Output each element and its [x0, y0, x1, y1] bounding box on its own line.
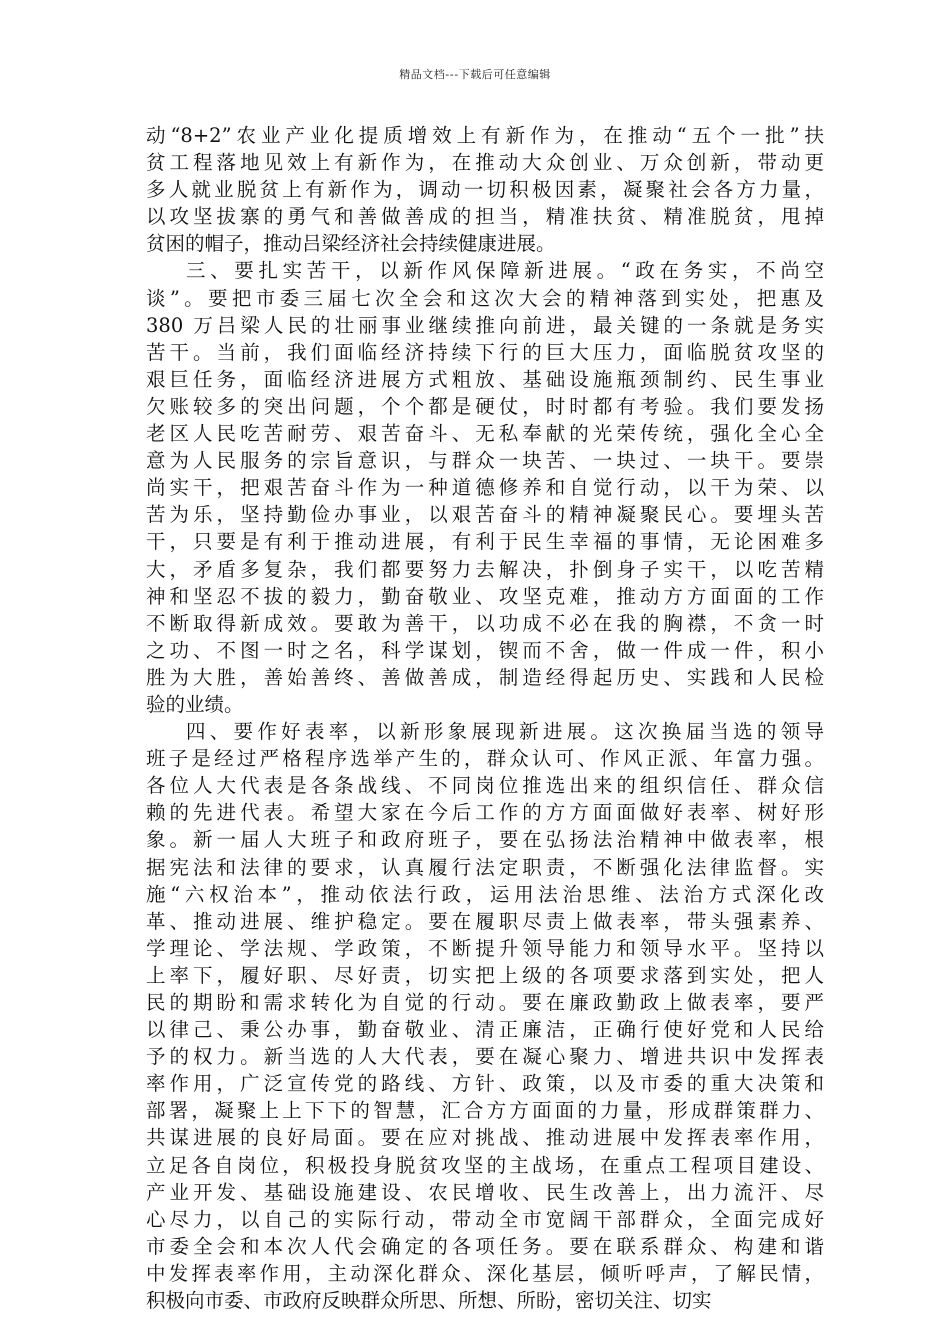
text-line: 验的业绩。 — [146, 692, 244, 716]
text-line: 干，只要是有利于推动进展，有利于民生幸福的事情，无论困难多 — [146, 530, 824, 554]
text-line: 贫工程落地见效上有新作为，在推动大众创业、万众创新，带动更 — [146, 151, 824, 175]
text-line: 380 万吕梁人民的壮丽事业继续推向前进，最关键的一条就是务实 — [146, 313, 824, 337]
text-line: 欠账较多的突出问题，个个都是硬仗，时时都有考验。我们要发扬 — [146, 394, 824, 418]
text-line: 老区人民吃苦耐劳、艰苦奋斗、无私奉献的光荣传统，强化全心全 — [146, 422, 824, 446]
text-line: 之功、不图一时之名，科学谋划，锲而不舍，做一件成一件，积小 — [146, 638, 824, 662]
text-line: 赖的先进代表。希望大家在今后工作的方方面面做好表率、树好形 — [146, 801, 824, 825]
text-line: 予的权力。新当选的人大代表，要在凝心聚力、增进共识中发挥表 — [146, 1045, 824, 1069]
text-line: 动“8+2”农业产业化提质增效上有新作为，在推动“五个一批”扶 — [146, 124, 824, 147]
text-line: 中发挥表率作用，主动深化群众、深化基层，倾听呼声，了解民情， — [146, 1261, 824, 1285]
text-line: 上率下，履好职、尽好责，切实把上级的各项要求落到实处，把人 — [146, 963, 824, 987]
text-line: 四、要作好表率，以新形象展现新进展。这次换届当选的领导 — [186, 720, 824, 744]
document-body — [146, 122, 824, 1314]
text-line: 三、要扎实苦干，以新作风保障新进展。“政在务实，不尚空 — [186, 259, 824, 283]
text-line: 施“六权治本”，推动依法行政，运用法治思维、法治方式深化改 — [146, 882, 824, 906]
text-line: 多人就业脱贫上有新作为，调动一切积极因素，凝聚社会各方力量， — [146, 178, 824, 202]
text-line: 尚实干，把艰苦奋斗作为一种道德修养和自觉行动，以干为荣、以 — [146, 476, 824, 500]
paragraph — [146, 122, 824, 257]
text-line: 部署，凝聚上上下下的智慧，汇合方方面面的力量，形成群策群力、 — [146, 1099, 824, 1123]
text-line: 艰巨任务，面临经济进展方式粗放、基础设施瓶颈制约、民生事业 — [146, 367, 824, 391]
text-line: 苦为乐，坚持勤俭办事业，以艰苦奋斗的精神凝聚民心。要埋头苦 — [146, 503, 824, 527]
text-line: 苦干。当前，我们面临经济持续下行的巨大压力，面临脱贫攻坚的 — [146, 340, 824, 364]
text-line: 不断取得新成效。要敢为善干，以功成不必在我的胸襟，不贪一时 — [146, 611, 824, 635]
text-line: 据宪法和法律的要求，认真履行法定职责，不断强化法律监督。实 — [146, 855, 824, 879]
text-line: 率作用，广泛宣传党的路线、方针、政策，以及市委的重大决策和 — [146, 1072, 824, 1096]
text-line: 以攻坚拔寨的勇气和善做善成的担当，精准扶贫、精准脱贫，甩掉 — [146, 205, 824, 229]
text-line: 积极向市委、市政府反映群众所思、所想、所盼，密切关注、切实 — [146, 1289, 712, 1313]
text-line: 贫困的帽子，推动吕梁经济社会持续健康进展。 — [146, 232, 556, 256]
text-line: 象。新一届人大班子和政府班子，要在弘扬法治精神中做表率，根 — [146, 828, 824, 852]
text-line: 民的期盼和需求转化为自觉的行动。要在廉政勤政上做表率，要严 — [146, 991, 824, 1014]
text-line: 立足各自岗位，积极投身脱贫攻坚的主战场，在重点工程项目建设、 — [146, 1153, 824, 1177]
page-header: 精品文档---下载后可任意编辑 — [399, 68, 551, 81]
text-line: 市委全会和本次人代会确定的各项任务。要在联系群众、构建和谐 — [146, 1234, 824, 1258]
text-line: 谈”。要把市委三届七次全会和这次大会的精神落到实处，把惠及 — [146, 286, 824, 310]
text-line: 学理论、学法规、学政策，不断提升领导能力和领导水平。坚持以 — [146, 936, 824, 960]
paragraph — [146, 257, 824, 718]
text-line: 产业开发、基础设施建设、农民增收、民生改善上，出力流汗、尽 — [146, 1180, 824, 1204]
text-line: 心尽力，以自己的实际行动，带动全市宽阔干部群众，全面完成好 — [146, 1207, 824, 1231]
text-line: 各位人大代表是各条战线、不同岗位推选出来的组织信任、群众信 — [146, 774, 824, 798]
text-line: 神和坚忍不拔的毅力，勤奋敬业、攻坚克难，推动方方面面的工作 — [146, 584, 824, 608]
text-line: 意为人民服务的宗旨意识，与群众一块苦、一块过、一块干。要崇 — [146, 449, 824, 473]
text-line: 大，矛盾多复杂，我们都要努力去解决，扑倒身子实干，以吃苦精 — [146, 557, 824, 581]
text-line: 革、推动进展、维护稳定。要在履职尽责上做表率，带头强素养、 — [146, 909, 824, 933]
text-line: 胜为大胜，善始善终、善做善成，制造经得起历史、实践和人民检 — [146, 665, 824, 689]
text-line: 班子是经过严格程序选举产生的，群众认可、作风正派、年富力强。 — [146, 747, 824, 771]
text-line: 以律己、秉公办事，勤奋敬业、清正廉洁，正确行使好党和人民给 — [146, 1018, 824, 1042]
text-line: 共谋进展的良好局面。要在应对挑战、推动进展中发挥表率作用， — [146, 1126, 824, 1150]
paragraph — [146, 718, 824, 1314]
